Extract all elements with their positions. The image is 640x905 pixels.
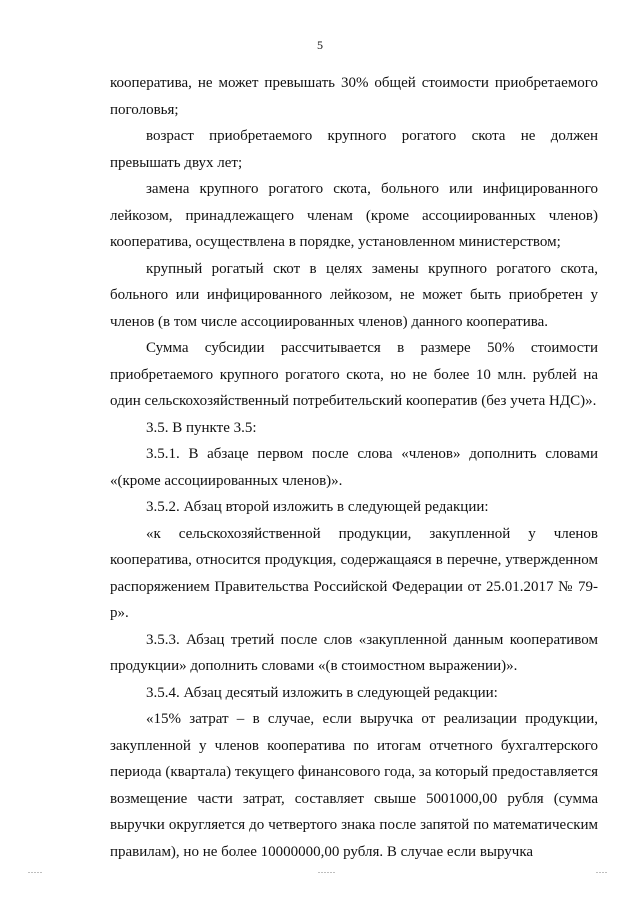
- paragraph-8: 3.5.2. Абзац второй изложить в следующей редакции:: [146, 499, 489, 515]
- paragraph-1: кооператива, не может превышать 30% общей стоимости приобретаемого поголовья;: [110, 75, 598, 118]
- document-body: [110, 70, 598, 865]
- paragraph-9: «к сельскохозяйственной продукции, закупленной у членов кооператива, относится продукция, содержащаяся в перечне, утвержденном распоряжением Правительства Российской Федерации от 25.01.2017 № 79-р».: [110, 525, 598, 621]
- paragraph-5: Сумма субсидии рассчитывается в размере 50% стоимости приобретаемого крупного рогатого скота, но не более 10 млн. рублей на один сельскохозяйственный потребительский кооператив (без учета НДС)».: [110, 340, 598, 409]
- paragraph-12: «15% затрат – в случае, если выручка от реализации продукции, закупленной у членов кооператива по итогам отчетного бухгалтерского периода (квартала) текущего финансового года, за который предоставляется возмещение части затрат, составляет свыше 5001000,00 рубля (сумма выручки округляется до четвертого знака после запятой по математическим правилам), но не более 10000000,00 рубля. В случае если выручка: [110, 711, 598, 860]
- scan-mark-left: .....: [28, 866, 43, 875]
- scan-mark-right: ....: [596, 866, 608, 875]
- paragraph-10: 3.5.3. Абзац третий после слов «закупленной данным кооперативом продукции» дополнить словами «(в стоимостном выражении)».: [110, 631, 598, 674]
- paragraph-7: 3.5.1. В абзаце первом после слова «членов» дополнить словами «(кроме ассоциированных членов)».: [110, 446, 598, 489]
- paragraph-4: крупный рогатый скот в целях замены крупного рогатого скота, больного или инфицированного лейкозом, не может быть приобретен у членов (в том числе ассоциированных членов) данного кооператива.: [110, 260, 598, 330]
- paragraph-11: 3.5.4. Абзац десятый изложить в следующей редакции:: [146, 684, 498, 701]
- paragraph-3: замена крупного рогатого скота, больного или инфицированного лейкозом, принадлежащего членам (кроме ассоциированных членов) кооператива, осуществлена в порядке, установленном министерством;: [110, 181, 598, 250]
- paragraph-6: 3.5. В пункте 3.5:: [146, 419, 257, 436]
- page-number: 5: [317, 38, 323, 52]
- scan-mark-center: ......: [318, 866, 336, 875]
- paragraph-2: возраст приобретаемого крупного рогатого скота не должен превышать двух лет;: [110, 128, 598, 171]
